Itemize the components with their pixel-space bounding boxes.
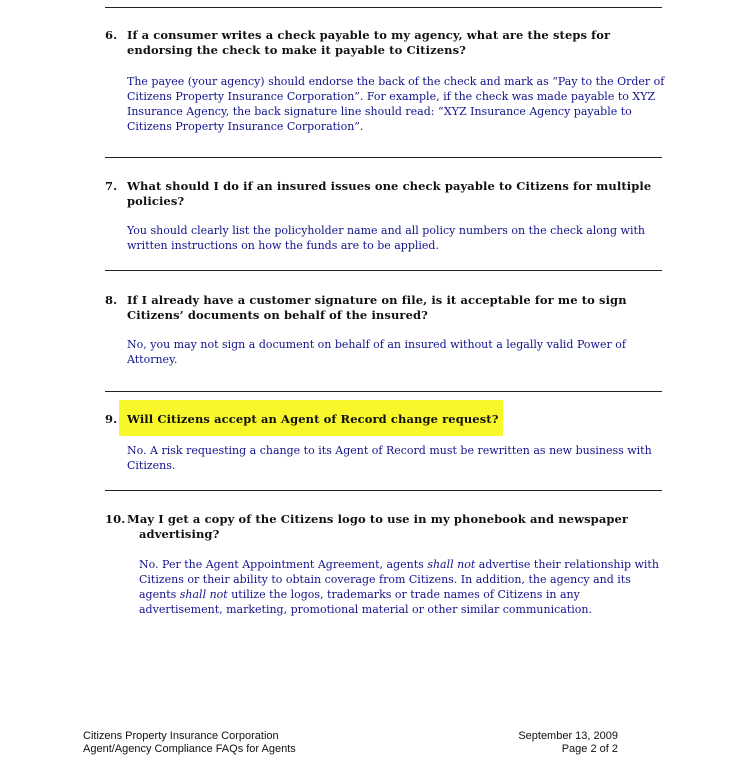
divider-top xyxy=(105,7,662,8)
faq-answer: The payee (your agency) should endorse the back of the check and mark as “Pay to the Order of Citizens Property Insurance Corporation”. For example, if the check was made payable to XYZ Insurance Agency, the back signature line should read: “XYZ Insurance Agency payable to Citizens Property Insurance Corporation”. xyxy=(127,75,665,133)
divider xyxy=(105,391,662,392)
faq-question xyxy=(105,293,660,323)
faq-number: 9. xyxy=(105,412,118,426)
footer-page: Page 2 of 2 xyxy=(561,743,618,755)
footer-date: September 13, 2009 xyxy=(518,730,618,742)
divider xyxy=(105,490,662,491)
divider xyxy=(105,157,662,158)
answer-part: No. Per the Agent Appointment Agreement, agents xyxy=(139,558,428,571)
faq-question-text: Will Citizens accept an Agent of Record change request? xyxy=(127,412,499,426)
faq-answer: No. A risk requesting a change to its Agent of Record must be rewritten as new business with Citizens. xyxy=(127,444,652,472)
faq-question xyxy=(105,512,660,542)
faq-question-text: What should I do if an insured issues one check payable to Citizens for multiple policies? xyxy=(127,179,652,208)
faq-question-text: If a consumer writes a check payable to my agency, what are the steps for endorsing the check to make it payable to Citizens? xyxy=(127,28,611,57)
faq-answer xyxy=(139,557,659,617)
faq-question-text-body: May I get a copy of the Citizens logo to use in my phonebook and newspaper advertising? xyxy=(127,512,629,541)
footer-document: Agent/Agency Compliance FAQs for Agents xyxy=(83,743,296,755)
faq-question xyxy=(105,179,660,209)
answer-part: utilize the logos, trademarks or trade names of Citizens in any advertisement, marketing, promotional material or other similar communication. xyxy=(139,588,592,616)
divider xyxy=(105,270,662,271)
answer-part: advertise their relationship with Citizens or their ability to obtain coverage from Citizens. In addition, the agency and its agents xyxy=(139,558,659,601)
faq-number: 8. xyxy=(105,293,118,307)
faq-number: 7. xyxy=(105,179,118,193)
faq-answer: You should clearly list the policyholder name and all policy numbers on the check along with written instructions on how the funds are to be applied. xyxy=(127,224,645,252)
faq-question-text xyxy=(127,512,660,542)
footer-company: Citizens Property Insurance Corporation xyxy=(83,730,279,742)
faq-question xyxy=(105,412,660,427)
faq-question xyxy=(105,28,660,58)
answer-emphasis: shall not xyxy=(427,558,476,571)
faq-question-text: If I already have a customer signature on file, is it acceptable for me to sign Citizens’ documents on behalf of the insured? xyxy=(127,293,627,322)
faq-number: 6. xyxy=(105,28,118,42)
answer-emphasis: shall not xyxy=(179,588,228,601)
faq-answer: No, you may not sign a document on behalf of an insured without a legally valid Power of Attorney. xyxy=(127,338,626,366)
faq-number: 10. xyxy=(105,512,126,526)
footer-left xyxy=(83,730,296,756)
footer-right xyxy=(470,730,618,756)
